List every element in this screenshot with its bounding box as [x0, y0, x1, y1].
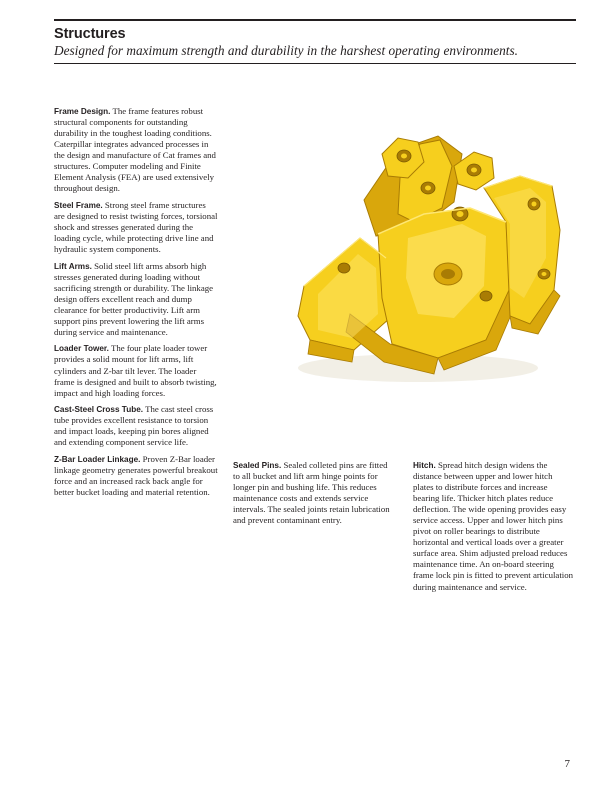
section-heading: Z-Bar Loader Linkage.	[54, 454, 141, 464]
section-z-bar-linkage	[54, 454, 218, 498]
section-body: The cast steel cross tube provides excellent resistance to torsion and impact loads, keeping pin bores aligned and extending component service life.	[54, 404, 214, 448]
page-subtitle: Designed for maximum strength and durability in the harshest operating environments.	[54, 43, 518, 58]
section-sealed-pins	[233, 460, 391, 526]
section-body: Spread hitch design widens the distance between upper and lower hitch plates to distribute forces and increase bearing life. Thicker hitch plates reduce deflection. The wide opening provides easy service access. Upper and lower hitch pins pivot on roller bearings to distribute horizontal and vertical loads over a greater surface area. Shim adjusted preload reduces maintenance time. An on-board steering frame lock pin is fitted to prevent articulation during maintenance and service.	[413, 460, 574, 592]
section-heading: Cast-Steel Cross Tube.	[54, 405, 144, 415]
section-body: The four plate loader tower provides a solid mount for lift arms, lift cylinders and Z-bar tilt lever. The loader frame is designed and built to absorb twisting, impact and high loading forces.	[54, 343, 217, 398]
section-hitch	[413, 460, 573, 593]
section-heading: Lift Arms.	[54, 261, 92, 271]
middle-text-column	[233, 460, 391, 532]
section-frame-design	[54, 106, 218, 194]
section-heading: Loader Tower.	[54, 344, 109, 354]
section-heading: Hitch.	[413, 461, 436, 470]
header-top-rule	[54, 19, 576, 21]
section-body: Solid steel lift arms absorb high stresses generated during loading without sacrificing strength or durability. The linkage design offers excellent reach and dump clearance for better productivity. Lift arm support pins prevent lowering the lift arms during service and maintenance.	[54, 260, 214, 337]
section-cross-tube	[54, 404, 218, 448]
section-loader-tower	[54, 343, 218, 398]
section-heading: Frame Design.	[54, 107, 111, 116]
page-title: Structures	[54, 26, 126, 42]
page-number: 7	[564, 758, 570, 770]
section-lift-arms	[54, 261, 218, 338]
loader-frame-illustration	[248, 118, 566, 388]
section-heading: Steel Frame.	[54, 200, 103, 210]
header-bottom-rule	[54, 63, 576, 64]
section-body: Proven Z-Bar loader linkage geometry generates powerful breakout force and an increased rack back angle for better bucket loading and material retention.	[54, 453, 218, 497]
section-body: Sealed colleted pins are fitted to all bucket and lift arm hinge points for longer pin and bushing life. This reduces maintenance costs and extends service intervals. The sealed joints retain lubrication and prevent contaminant entry.	[233, 460, 390, 526]
left-text-column	[54, 106, 218, 504]
section-body: The frame features robust structural components for outstanding durability in the toughest loading conditions. Caterpillar integrates advanced processes in the design and manufacture of Cat frames and structures. Computer modeling and Finite Element Analysis (FEA) are used extensively throughout design.	[54, 106, 216, 194]
right-text-column	[413, 460, 573, 598]
section-body: Strong steel frame structures are designed to resist twisting forces, torsional shock and stresses generated during the loading cycle, while protecting drive line and hydraulic system components.	[54, 199, 218, 255]
section-heading: Sealed Pins.	[233, 461, 282, 470]
section-steel-frame	[54, 200, 218, 255]
